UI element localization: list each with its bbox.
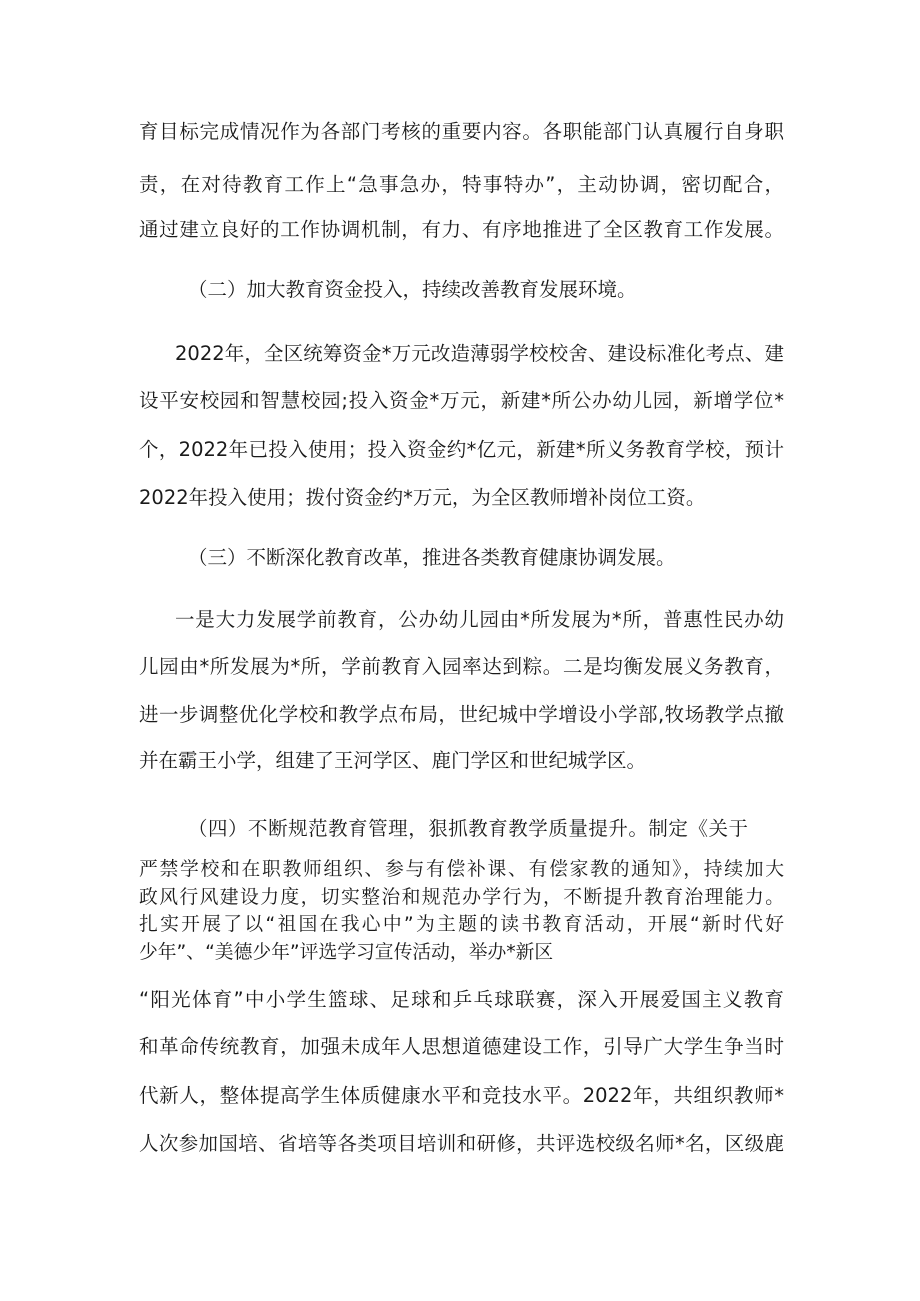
section-heading-3: （三）不断深化教育改革，推进各类教育健康协调发展。 [188,546,676,569]
paragraph-line: 扎实开展了以“祖国在我心中”为主题的读书教育活动，开展“新时代好 [139,914,784,935]
paragraph-line: 个，2022年已投入使用；投入资金约*亿元，新建*所义务教育学校，预计 [139,438,784,461]
paragraph-line: 设平安校园和智慧校园;投入资金*万元，新建*所公办幼儿园，新增学位* [139,389,784,412]
paragraph-line: “阳光体育”中小学生篮球、足球和乒乓球联赛，深入开展爱国主义教育 [139,988,784,1011]
paragraph-line: 严禁学校和在职教师组织、参与有偿补课、有偿家教的通知》，持续加大 [139,859,784,880]
section-heading-2: （二）加大教育资金投入，持续改善教育发展环境。 [188,278,637,301]
paragraph-line: 通过建立良好的工作协调机制，有力、有序地推进了全区教育工作发展。 [139,218,784,241]
paragraph-line: 2022年投入使用；拨付资金约*万元，为全区教师增补岗位工资。 [139,486,706,509]
paragraph-line: 2022年，全区统筹资金*万元改造薄弱学校校舍、建设标准化考点、建 [175,342,784,365]
paragraph-line: 代新人，整体提高学生体质健康水平和竞技水平。2022年，共组织教师* [139,1084,784,1107]
section-heading-4: （四）不断规范教育管理，狠抓教育教学质量提升。制定《关于 [188,817,748,840]
paragraph-line: 儿园由*所发展为*所，学前教育入园率达到粽。二是均衡发展义务教育， [139,655,784,678]
paragraph-line: 育目标完成情况作为各部门考核的重要内容。各职能部门认真履行自身职 [139,120,784,143]
paragraph-line: 人次参加国培、省培等各类项目培训和研修，共评选校级名师*名，区级鹿 [139,1132,784,1155]
paragraph-line: 并在霸王小学，组建了王河学区、鹿门学区和世纪城学区。 [139,749,647,772]
paragraph-line: 和革命传统教育，加强未成年人思想道德建设工作，引导广大学生争当时 [139,1035,784,1058]
paragraph-line: 一是大力发展学前教育，公办幼儿园由*所发展为*所，普惠性民办幼 [175,608,784,631]
paragraph-line: 政风行风建设力度，切实整治和规范办学行为，不断提升教育治理能力。 [139,887,784,908]
paragraph-line: 进一步调整优化学校和教学点布局，世纪城中学增设小学部,牧场教学点撤 [139,703,784,726]
paragraph-line: 责，在对待教育工作上“急事急办，特事特办”，主动协调，密切配合， [139,173,784,196]
paragraph-line: 少年”、“美德少年”评选学习宣传活动，举办*新区 [139,942,554,963]
